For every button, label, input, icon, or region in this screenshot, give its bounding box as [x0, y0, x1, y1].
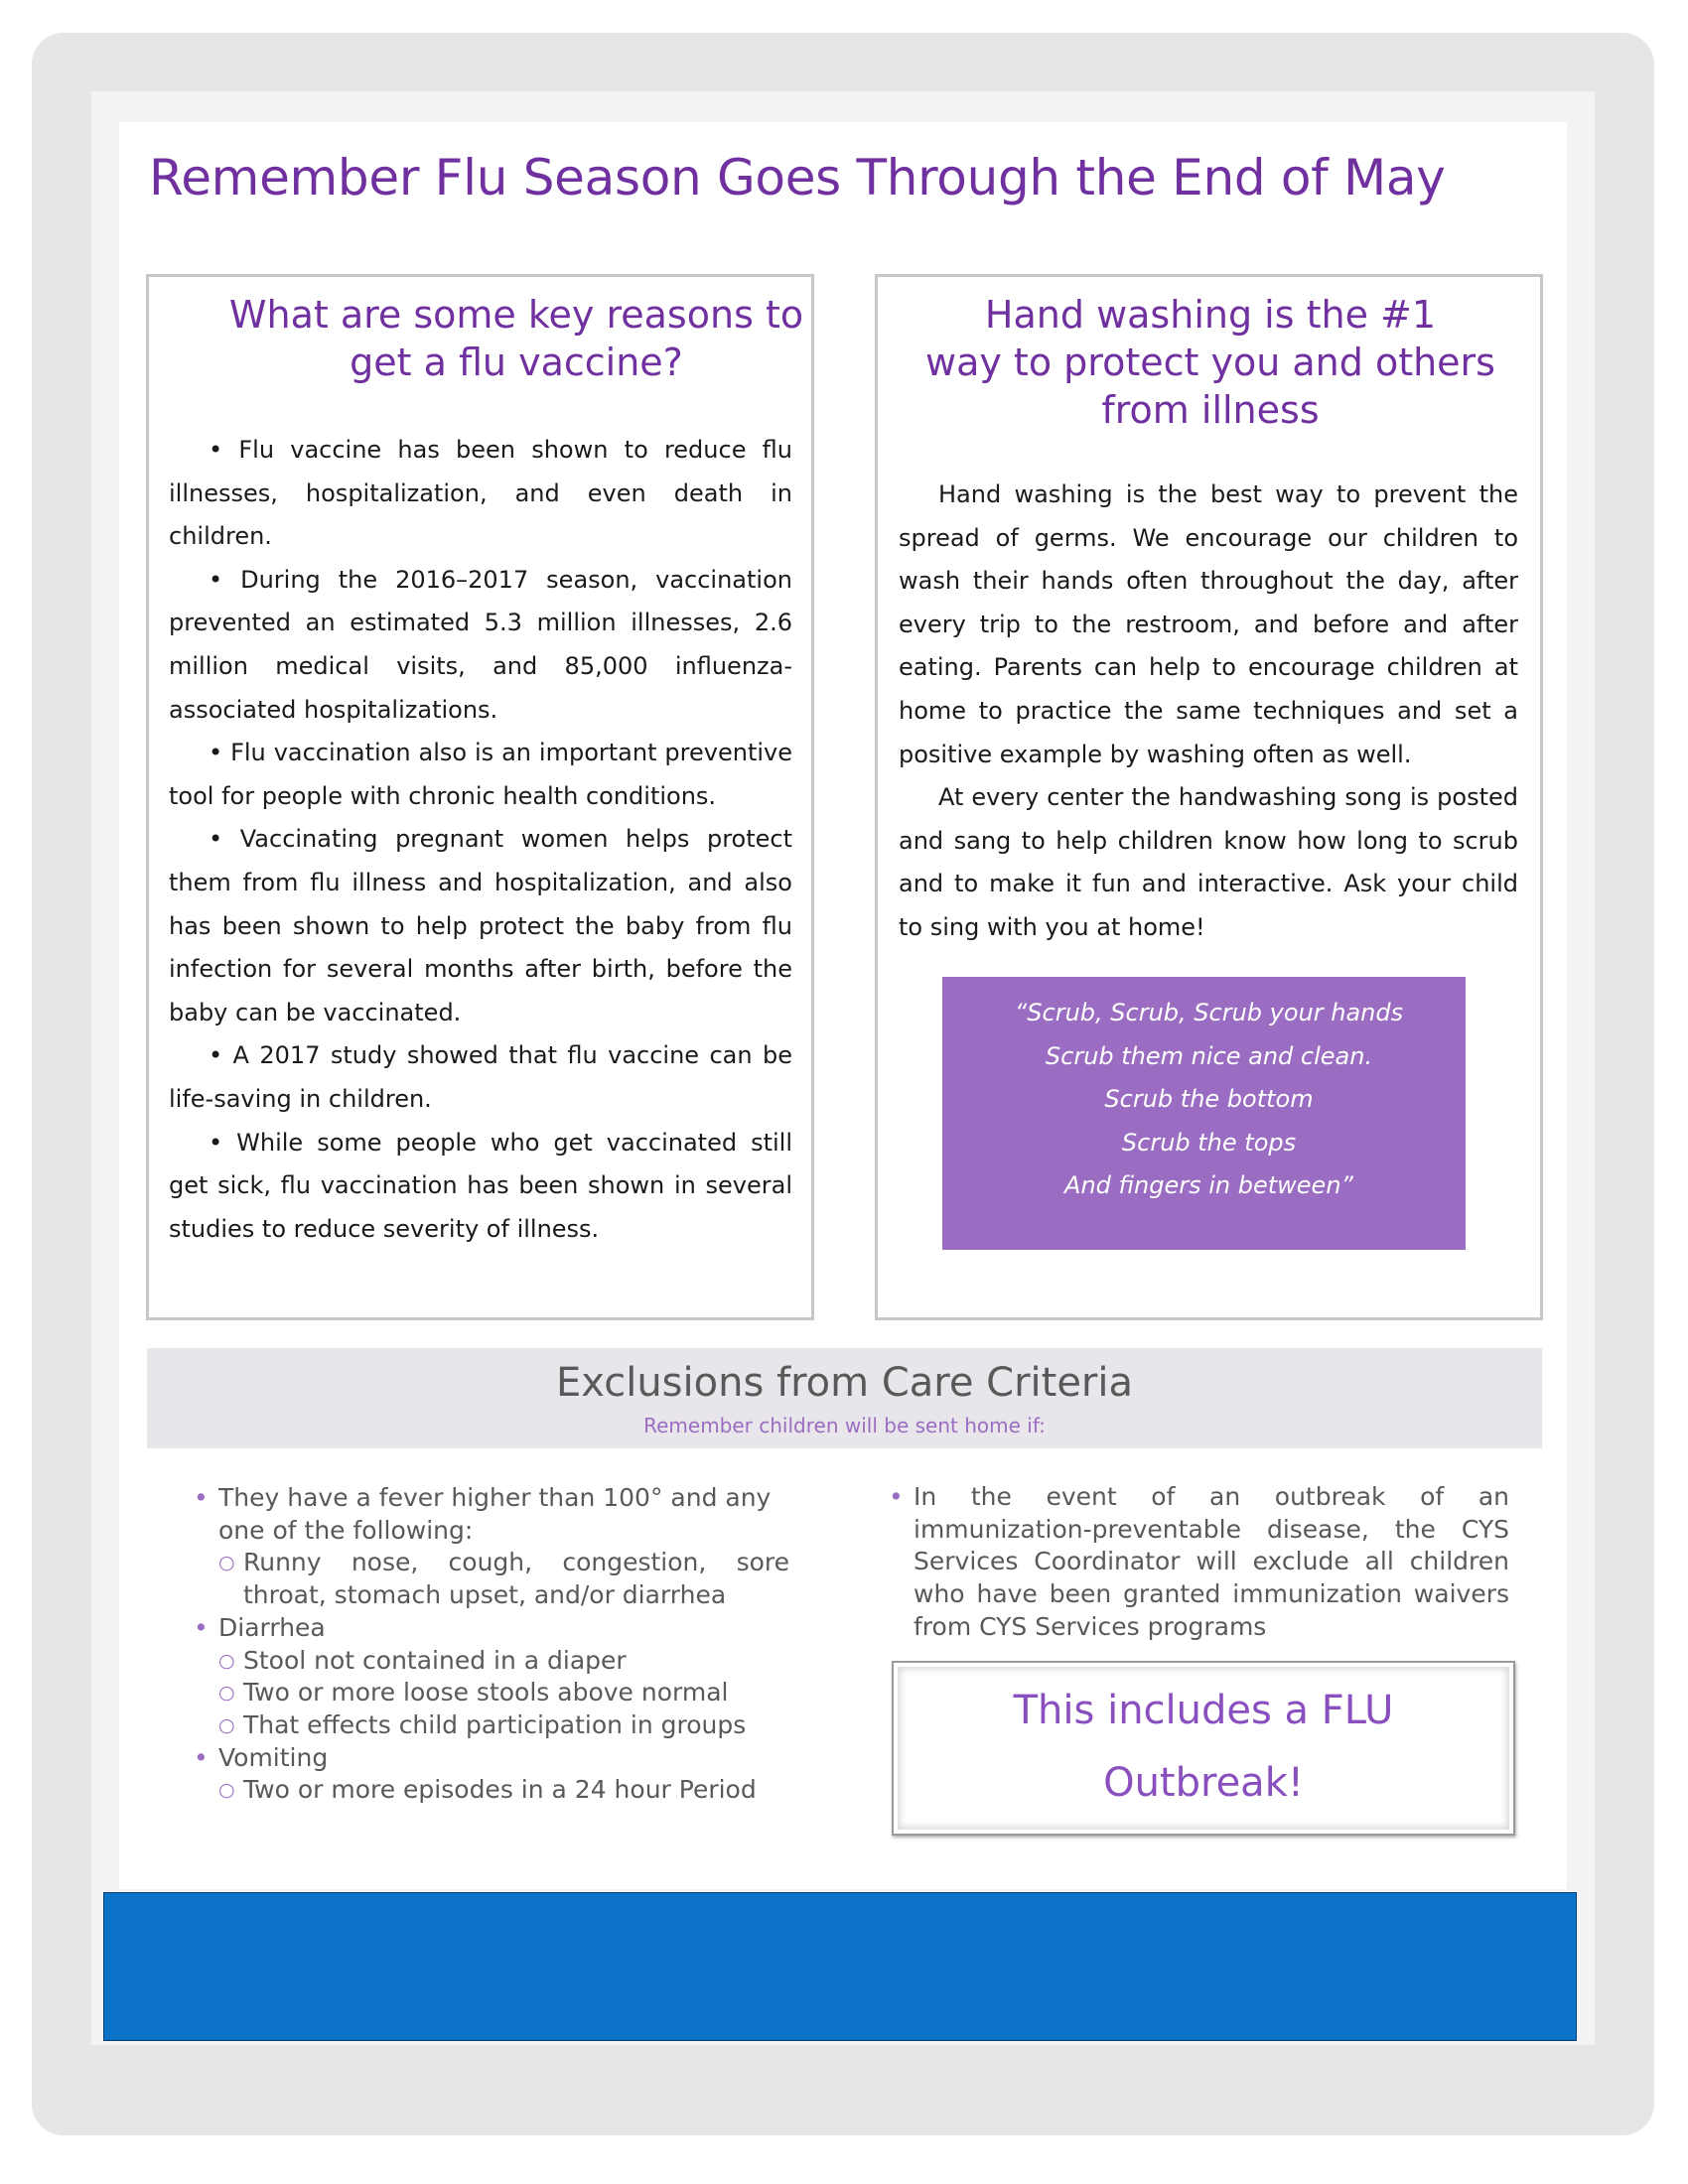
exclusion-subitem: ○ Two or more episodes in a 24 hour Period	[218, 1774, 789, 1807]
handwashing-title-line: Hand washing is the #1	[984, 293, 1437, 337]
exclusion-item	[194, 1742, 789, 1807]
exclusion-item	[194, 1482, 789, 1612]
exclusion-sublist	[218, 1547, 789, 1611]
exclusion-sublist	[218, 1645, 789, 1742]
handwashing-paragraph: At every center the handwashing song is posted and sang to help children know how long to scrub and to make it fun and interactive. Ask your child to sing with you at home!	[899, 783, 1518, 941]
song-line: Scrub the bottom	[1104, 1085, 1314, 1114]
reason-item: • Flu vaccination also is an important preventive tool for people with chronic health conditions.	[169, 739, 792, 810]
handwashing-title	[898, 291, 1523, 434]
vaccine-reasons-box	[146, 274, 814, 1320]
reason-item: • During the 2016–2017 season, vaccination prevented an estimated 5.3 million illnesses, 2.6 million medical visits, and 85,000 influenza-associated hospitalizations.	[169, 565, 792, 724]
song-line: Scrub them nice and clean.	[1045, 1041, 1373, 1070]
reason-item: • A 2017 study showed that flu vaccine can be life-saving in children.	[169, 1041, 792, 1113]
exclusions-list	[194, 1482, 789, 1807]
page-title: Remember Flu Season Goes Through the End of May	[149, 149, 1446, 206]
exclusion-subitem: ○ That effects child participation in groups	[218, 1709, 789, 1742]
song-line: “Scrub, Scrub, Scrub your hands	[1014, 999, 1404, 1026]
vaccine-reasons-list	[169, 429, 792, 1251]
flu-outbreak-callout	[892, 1661, 1515, 1836]
handwashing-song	[942, 977, 1466, 1250]
exclusion-sublist	[218, 1774, 789, 1807]
reason-item: • Flu vaccine has been shown to reduce flu illnesses, hospitalization, and even death in children.	[169, 436, 792, 551]
exclusions-subtitle: Remember children will be sent home if:	[643, 1414, 1046, 1437]
footer-bar	[103, 1892, 1577, 2041]
vaccine-reasons-title: What are some key reasons to get a flu vaccine?	[228, 293, 804, 384]
exclusion-subitem: ○ Two or more loose stools above normal	[218, 1677, 789, 1709]
reason-item: • While some people who get vaccinated still get sick, flu vaccination has been shown in several studies to reduce severity of illness.	[169, 1128, 792, 1243]
song-line: And fingers in between”	[1064, 1171, 1353, 1200]
exclusion-subitem: ○ Runny nose, cough, congestion, sore throat, stomach upset, and/or diarrhea	[218, 1547, 789, 1611]
outbreak-list	[889, 1481, 1509, 1644]
handwashing-title-line: from illness	[1101, 388, 1320, 432]
song-line: Scrub the tops	[1121, 1128, 1297, 1157]
exclusion-item	[194, 1612, 789, 1742]
reason-item: • Vaccinating pregnant women helps protect them from flu illness and hospitalization, and also has been shown to help protect the baby from flu infection for several months after birth, before the baby can be vaccinated.	[169, 825, 792, 1026]
exclusion-vomiting: Vomiting	[218, 1742, 329, 1772]
exclusions-title: Exclusions from Care Criteria	[555, 1360, 1133, 1406]
handwashing-paragraph: Hand washing is the best way to prevent the spread of germs. We encourage our children to wash their hands often throughout the day, after every trip to the restroom, and before and after eating. Parents can help to encourage children at home to practice the same techniques and set a positive example by washing often as well.	[899, 480, 1518, 768]
exclusions-banner	[147, 1348, 1542, 1448]
handwashing-body	[899, 474, 1518, 950]
callout-line: Outbreak!	[1103, 1760, 1304, 1806]
exclusion-diarrhea: Diarrhea	[218, 1612, 326, 1642]
exclusion-fever: They have a fever higher than 100° and any one of the following:	[218, 1483, 772, 1545]
handwashing-box	[875, 274, 1543, 1320]
handwashing-title-line: way to protect you and others	[925, 341, 1495, 384]
exclusion-subitem: ○ Stool not contained in a diaper	[218, 1645, 789, 1678]
callout-line: This includes a FLU	[1013, 1688, 1394, 1733]
outbreak-item: • In the event of an outbreak of an immunization-preventable disease, the CYS Services Coordinator will exclude all children who have been granted immunization waivers from CYS Services programs	[889, 1481, 1509, 1644]
